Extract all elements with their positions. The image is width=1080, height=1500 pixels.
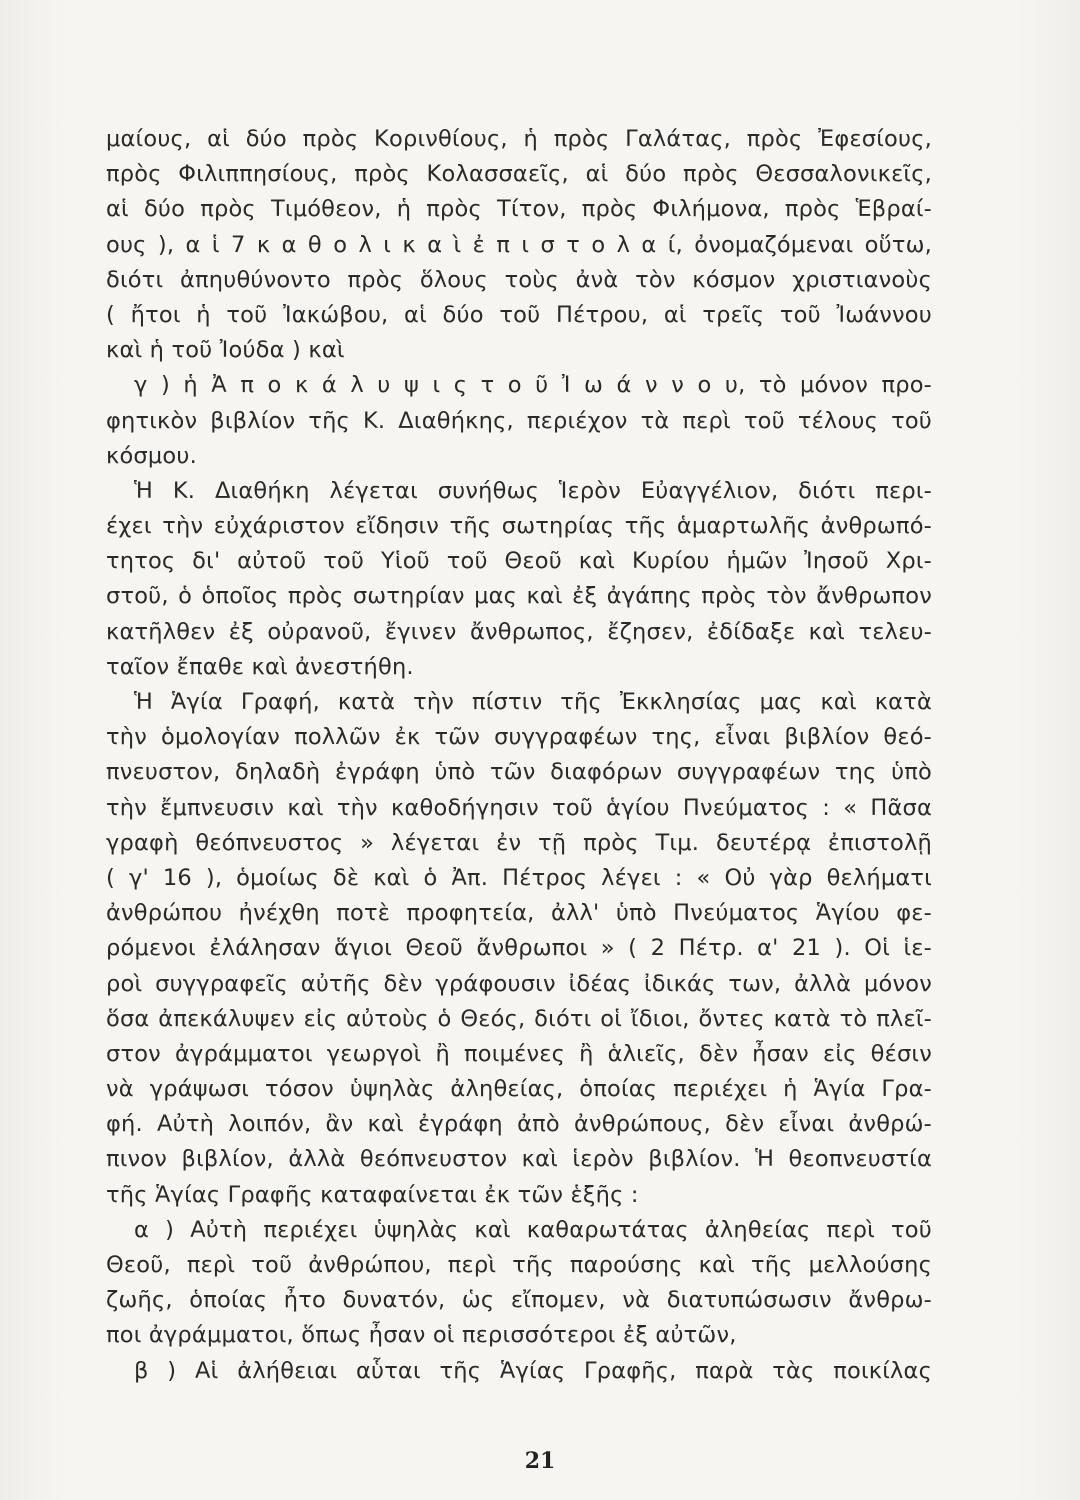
page-number: 21 [524, 1448, 556, 1474]
text-line: α ) Αὐτὴ περιέχει ὑψηλὰς καὶ καθαρωτάτας ἀληθείας περὶ τοῦ [134, 1216, 932, 1243]
text-line: τὴν ἔμπνευσιν καὶ τὴν καθοδήγησιν τοῦ ἁγίου Πνεύματος : « Πᾶσα [106, 794, 932, 821]
text-line: ( γ' 16 ), ὁμοίως δὲ καὶ ὁ Ἀπ. Πέτρος λέγει : « Οὐ γὰρ θελήματι [106, 864, 932, 891]
text-line: ροὶ συγγραφεῖς αὐτῆς δὲν γράφουσιν ἰδέας ἰδικάς των, ἀλλὰ μόνον [106, 970, 932, 997]
text-line: Ἡ Κ. Διαθήκη λέγεται συνήθως Ἱερὸν Εὐαγγέλιον, διότι περι- [134, 477, 932, 504]
text-line: διότι ἀπηυθύνοντο πρὸς ὅλους τοὺς ἀνὰ τὸν κόσμον χριστιανοὺς [106, 266, 932, 293]
text-line: έχει τὴν εὐχάριστον εἴδησιν τῆς σωτηρίας τῆς ἁμαρτωλῆς ἀνθρωπό- [106, 513, 932, 540]
text-line: πνευστον, δηλαδὴ ἐγράφη ὑπὸ τῶν διαφόρων συγγραφέων της ὑπὸ [106, 759, 932, 786]
text-line: ποι ἀγράμματοι, ὅπως ἦσαν οἱ περισσότεροι ἐξ αὐτῶν, [106, 1322, 737, 1349]
text-line: Θεοῦ, περὶ τοῦ ἀνθρώπου, περὶ τῆς παρούσης καὶ τῆς μελλούσης [106, 1252, 932, 1278]
text-line: κατῆλθεν ἐξ οὐρανοῦ, ἔγινεν ἄνθρωπος, ἔζησεν, ἐδίδαξε καὶ τελευ- [106, 618, 932, 645]
text-line: ους ), α ἱ 7 κ α θ ο λ ι κ α ὶ ἐ π ι σ τ ο λ α ί, ὀνομαζόμεναι οὕτω, [106, 231, 932, 258]
text-line: ἀνθρώπου ἠνέχθη ποτὲ προφητεία, ἀλλ' ὑπὸ Πνεύματος Ἁγίου φε- [106, 900, 932, 927]
text-line: φητικὸν βιβλίον τῆς Κ. Διαθήκης, περιέχον τὰ περὶ τοῦ τέλους τοῦ [106, 407, 932, 434]
text-line: ὅσα ἀπεκάλυψεν εἰς αὐτοὺς ὁ Θεός, διότι οἱ ἴδιοι, ὄντες κατὰ τὸ πλεῖ- [106, 1005, 932, 1032]
text-line: στον ἀγράμματοι γεωργοὶ ἢ ποιμένες ἢ ἁλιεῖς, δὲν ἦσαν εἰς θέσιν [106, 1040, 932, 1067]
text-line: στοῦ, ὁ ὁποῖος πρὸς σωτηρίαν μας καὶ ἐξ ἀγάπης πρὸς τὸν ἄνθρωπον [106, 583, 932, 610]
text-line: φή. Αὐτὴ λοιπόν, ἂν καὶ ἐγράφη ἀπὸ ἀνθρώπους, δὲν εἶναι ἀνθρώ- [106, 1111, 932, 1138]
body-text [106, 122, 932, 1389]
text-line: ρόμενοι ἐλάλησαν ἅγιοι Θεοῦ ἄνθρωποι » ( 2 Πέτρ. α' 21 ). Οἱ ἱε- [106, 935, 932, 962]
text-line: β ) Αἱ ἀλήθειαι αὗται τῆς Ἁγίας Γραφῆς, παρὰ τὰς ποικίλας [134, 1357, 932, 1384]
text-line: γ ) ἡ Ἀ π ο κ ά λ υ ψ ι ς τ ο ῦ Ἰ ω ά ν ν ο υ, τὸ μόνον προ- [134, 372, 932, 399]
text-line: τῆς Ἁγίας Γραφῆς καταφαίνεται ἐκ τῶν ἑξῆς : [106, 1181, 639, 1208]
text-line: μαίους, αἱ δύο πρὸς Κορινθίους, ἡ πρὸς Γαλάτας, πρὸς Ἐφεσίους, [106, 126, 932, 152]
text-line: ζωῆς, ὁποίας ἦτο δυνατόν, ὡς εἴπομεν, νὰ διατυπώσωσιν ἄνθρω- [106, 1287, 932, 1314]
text-line: ( ἤτοι ἡ τοῦ Ἰακώβου, αἱ δύο τοῦ Πέτρου, αἱ τρεῖς τοῦ Ἰωάννου [106, 301, 932, 328]
text-line: νὰ γράψωσι τόσον ὑψηλὰς ἀληθείας, ὁποίας περιέχει ἡ Ἁγία Γρα- [106, 1076, 932, 1103]
text-line: καὶ ἡ τοῦ Ἰούδα ) καὶ [106, 337, 345, 364]
text-line: τὴν ὁμολογίαν πολλῶν ἐκ τῶν συγγραφέων της, εἶναι βιβλίον θεό- [106, 724, 932, 751]
text-line: τητος δι' αὐτοῦ τοῦ Υἱοῦ τοῦ Θεοῦ καὶ Κυρίου ἡμῶν Ἰησοῦ Χρι- [106, 548, 932, 575]
text-line: πινον βιβλίον, ἀλλὰ θεόπνευστον καὶ ἱερὸν βιβλίον. Ἡ θεοπνευστία [106, 1146, 932, 1173]
text-line: ταῖον ἔπαθε καὶ ἀνεστήθη. [106, 653, 414, 680]
text-line: γραφὴ θεόπνευστος » λέγεται ἐν τῇ πρὸς Τιμ. δευτέρᾳ ἐπιστολῇ [106, 829, 932, 856]
text-line: πρὸς Φιλιππησίους, πρὸς Κολασσαεῖς, αἱ δύο πρὸς Θεσσαλονικεῖς, [106, 161, 932, 188]
text-line: κόσμου. [106, 442, 197, 469]
text-line: Ἡ Ἁγία Γραφή, κατὰ τὴν πίστιν τῆς Ἐκκλησίας μας καὶ κατὰ [134, 689, 932, 715]
text-line: αἱ δύο πρὸς Τιμόθεον, ἡ πρὸς Τίτον, πρὸς Φιλήμονα, πρὸς Ἑβραί- [106, 196, 932, 223]
